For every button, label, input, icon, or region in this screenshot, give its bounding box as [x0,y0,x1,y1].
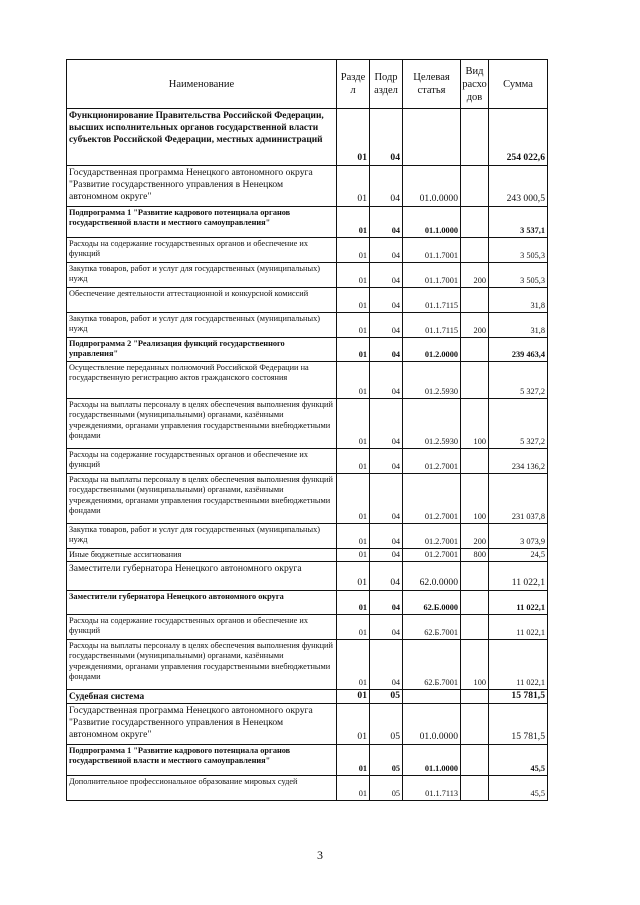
table-body [67,109,548,801]
cell-razdel: 01 [337,549,370,562]
cell-razdel: 01 [337,474,370,524]
cell-name: Закупка товаров, работ и услуг для государственных (муниципальных) нужд [67,524,337,549]
budget-table [66,59,548,801]
cell-sum: 31,8 [489,313,548,338]
cell-sum: 239 463,4 [489,338,548,362]
cell-target: 01.0.0000 [403,166,461,207]
cell-target: 01.2.5930 [403,399,461,449]
cell-name: Расходы на содержание государственных органов и обеспечение их функций [67,615,337,640]
cell-name: Расходы на выплаты персоналу в целях обеспечения выполнения функций государственными (муниципальными) органами, казёнными учреждениями, органами управления государственными внебюджетными фондами [67,399,337,449]
cell-podrazdel: 05 [370,776,403,801]
table-row [67,640,548,690]
table-row [67,524,548,549]
cell-podrazdel: 04 [370,474,403,524]
header-sum: Сумма [489,60,548,109]
cell-podrazdel: 04 [370,549,403,562]
cell-podrazdel: 04 [370,615,403,640]
cell-target: 01.1.7113 [403,776,461,801]
cell-vid: 100 [461,399,489,449]
cell-target: 01.1.0000 [403,207,461,238]
cell-razdel: 01 [337,207,370,238]
cell-podrazdel: 04 [370,207,403,238]
cell-podrazdel: 04 [370,263,403,288]
cell-vid [461,109,489,166]
cell-podrazdel: 04 [370,338,403,362]
cell-sum: 234 136,2 [489,449,548,474]
page-number: 3 [317,848,323,862]
cell-target: 01.2.0000 [403,338,461,362]
cell-razdel: 01 [337,449,370,474]
table-row [67,313,548,338]
cell-name: Государственная программа Ненецкого автономного округа "Развитие государственного управления в Ненецком автономном округе" [67,166,337,207]
cell-target: 01.2.5930 [403,362,461,399]
table-row [67,362,548,399]
cell-target: 01.2.7001 [403,449,461,474]
cell-name: Дополнительное профессиональное образование мировых судей [67,776,337,801]
budget-table-sheet [66,59,547,801]
cell-name: Иные бюджетные ассигнования [67,549,337,562]
cell-podrazdel: 04 [370,399,403,449]
cell-name: Подпрограмма 1 "Развитие кадрового потенциала органов государственной власти и местного самоуправления" [67,745,337,776]
cell-vid: 100 [461,474,489,524]
cell-target: 62.Б.7001 [403,615,461,640]
table-row [67,263,548,288]
cell-razdel: 01 [337,313,370,338]
cell-razdel: 01 [337,704,370,745]
cell-target: 01.2.7001 [403,474,461,524]
cell-razdel: 01 [337,591,370,615]
cell-podrazdel: 04 [370,238,403,263]
header-target: Целевая статья [403,60,461,109]
cell-razdel: 01 [337,166,370,207]
cell-name: Заместители губернатора Ненецкого автономного округа [67,562,337,591]
cell-target: 01.0.0000 [403,704,461,745]
table-row [67,449,548,474]
cell-target: 01.1.0000 [403,745,461,776]
cell-sum: 11 022,1 [489,562,548,591]
cell-target: 62.Б.0000 [403,591,461,615]
cell-name: Расходы на выплаты персоналу в целях обеспечения выполнения функций государственными (муниципальными) органами, казёнными учреждениями, органами управления государственными внебюджетными фондами [67,474,337,524]
table-row [67,776,548,801]
cell-sum: 11 022,1 [489,640,548,690]
cell-razdel: 01 [337,562,370,591]
cell-target: 01.2.7001 [403,549,461,562]
cell-razdel: 01 [337,288,370,313]
table-row [67,288,548,313]
table-row [67,166,548,207]
cell-name: Расходы на выплаты персоналу в целях обеспечения выполнения функций государственными (муниципальными) органами, казёнными учреждениями, органами управления государственными внебюджетными фондами [67,640,337,690]
cell-vid [461,690,489,704]
cell-vid [461,562,489,591]
cell-sum: 45,5 [489,776,548,801]
cell-name: Расходы на содержание государственных органов и обеспечение их функций [67,238,337,263]
cell-sum: 231 037,8 [489,474,548,524]
cell-razdel: 01 [337,640,370,690]
table-row [67,399,548,449]
header-razdel: Разде л [337,60,370,109]
cell-podrazdel: 04 [370,562,403,591]
cell-podrazdel: 04 [370,313,403,338]
cell-sum: 45,5 [489,745,548,776]
cell-vid [461,238,489,263]
table-row [67,615,548,640]
table-row [67,562,548,591]
cell-vid [461,288,489,313]
cell-vid [461,591,489,615]
header-podrazdel: Подр аздел [370,60,403,109]
cell-razdel: 01 [337,776,370,801]
cell-vid [461,615,489,640]
cell-podrazdel: 04 [370,524,403,549]
table-row [67,207,548,238]
cell-name: Функционирование Правительства Российской Федерации, высших исполнительных органов государственной власти субъектов Российской Федерации, местных администраций [67,109,337,166]
cell-podrazdel: 04 [370,591,403,615]
cell-vid: 200 [461,524,489,549]
cell-razdel: 01 [337,109,370,166]
cell-razdel: 01 [337,263,370,288]
table-row [67,549,548,562]
cell-razdel: 01 [337,690,370,704]
cell-sum: 24,5 [489,549,548,562]
header-vid: Вид расхо дов [461,60,489,109]
cell-razdel: 01 [337,524,370,549]
cell-razdel: 01 [337,362,370,399]
cell-target [403,690,461,704]
cell-razdel: 01 [337,399,370,449]
cell-vid [461,338,489,362]
cell-vid [461,207,489,238]
cell-podrazdel: 04 [370,288,403,313]
cell-sum: 31,8 [489,288,548,313]
cell-razdel: 01 [337,338,370,362]
cell-razdel: 01 [337,745,370,776]
cell-podrazdel: 05 [370,704,403,745]
cell-name: Осуществление переданных полномочий Российской Федерации на государственную регистрацию актов гражданского состояния [67,362,337,399]
cell-vid [461,166,489,207]
table-row [67,338,548,362]
cell-sum: 5 327,2 [489,399,548,449]
cell-podrazdel: 04 [370,166,403,207]
cell-podrazdel: 05 [370,745,403,776]
table-row [67,109,548,166]
table-row [67,238,548,263]
cell-sum: 3 505,3 [489,263,548,288]
cell-sum: 11 022,1 [489,591,548,615]
cell-vid [461,745,489,776]
cell-vid [461,776,489,801]
cell-sum: 15 781,5 [489,690,548,704]
cell-target: 01.1.7001 [403,238,461,263]
cell-vid: 200 [461,313,489,338]
cell-razdel: 01 [337,238,370,263]
cell-name: Подпрограмма 1 "Развитие кадрового потенциала органов государственной власти и местного самоуправления" [67,207,337,238]
cell-sum: 3 505,3 [489,238,548,263]
cell-podrazdel: 04 [370,449,403,474]
table-row [67,745,548,776]
table-row [67,591,548,615]
cell-target [403,109,461,166]
cell-name: Государственная программа Ненецкого автономного округа "Развитие государственного управления в Ненецком автономном округе" [67,704,337,745]
cell-target: 01.1.7001 [403,263,461,288]
cell-vid [461,704,489,745]
cell-sum: 243 000,5 [489,166,548,207]
cell-name: Заместители губернатора Ненецкого автономного округа [67,591,337,615]
cell-vid [461,449,489,474]
cell-name: Закупка товаров, работ и услуг для государственных (муниципальных) нужд [67,263,337,288]
cell-sum: 3 537,1 [489,207,548,238]
cell-name: Подпрограмма 2 "Реализация функций государственного управления" [67,338,337,362]
header-name: Наименование [67,60,337,109]
cell-podrazdel: 04 [370,640,403,690]
cell-target: 01.1.7115 [403,313,461,338]
cell-name: Расходы на содержание государственных органов и обеспечение их функций [67,449,337,474]
table-header [67,60,548,109]
cell-target: 01.1.7115 [403,288,461,313]
table-row [67,690,548,704]
cell-name: Закупка товаров, работ и услуг для государственных (муниципальных) нужд [67,313,337,338]
cell-podrazdel: 04 [370,362,403,399]
table-row [67,704,548,745]
cell-vid [461,362,489,399]
cell-podrazdel: 04 [370,109,403,166]
cell-sum: 254 022,6 [489,109,548,166]
cell-target: 01.2.7001 [403,524,461,549]
cell-target: 62.Б.7001 [403,640,461,690]
cell-sum: 15 781,5 [489,704,548,745]
cell-razdel: 01 [337,615,370,640]
cell-sum: 5 327,2 [489,362,548,399]
cell-vid: 100 [461,640,489,690]
cell-name: Обеспечение деятельности аттестационной и конкурсной комиссий [67,288,337,313]
cell-vid: 200 [461,263,489,288]
cell-podrazdel: 05 [370,690,403,704]
cell-vid: 800 [461,549,489,562]
table-row [67,474,548,524]
cell-sum: 3 073,9 [489,524,548,549]
cell-target: 62.0.0000 [403,562,461,591]
cell-name: Судебная система [67,690,337,704]
cell-sum: 11 022,1 [489,615,548,640]
